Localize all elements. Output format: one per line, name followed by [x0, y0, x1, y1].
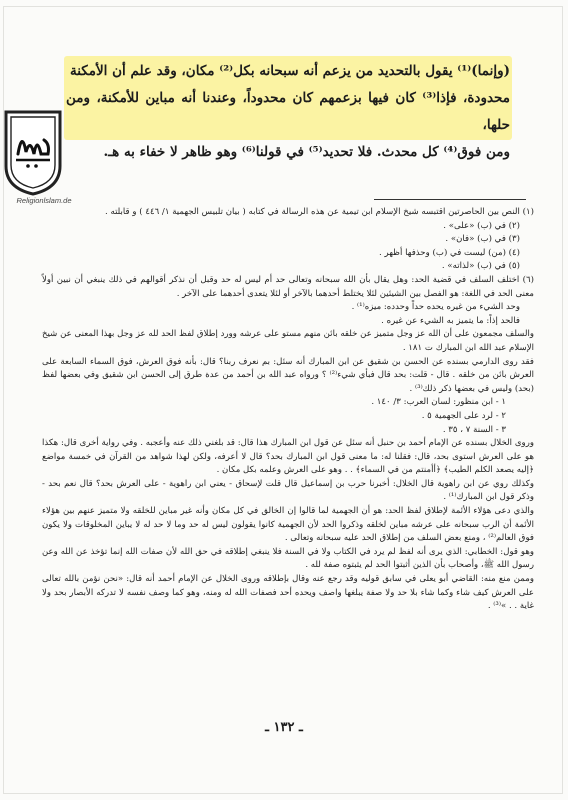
main-line: (وإنما)⁽¹⁾ يقول بالتحديد من يزعم أنه سبحانه بكل⁽²⁾ مكان، وقد علم أن الأمكنة — [69, 63, 510, 79]
footnote-paragraph: (٢) في (ب) «على» . — [443, 220, 520, 231]
footnotes-block — [42, 206, 534, 614]
footnote-paragraph: فقد روى الدارمي بسنده عن الحسن بن شقيق عن ابن المبارك أنه سئل: بم نعرف ربنا؟ قال: بأنه فوق العرش، فوق السماء السابعة على العرش بائن من خلقه . قال - قلت: بحد قال فبأي شيء⁽²⁾ ؟ ورواه عبد الله بن أحمد من عدة طرق إلى الحسن ابن شقيق وفي بعضها لفظ (بحد) وليس في بعضها ذكر ذلك⁽³⁾ . — [42, 356, 534, 394]
footnote-paragraph: وممن منع منه: القاضي أبو يعلى في سابق قوليه وقد رجع عنه وقال بإطلاقه وروى الخلال عن الإمام أحمد أنه قال: «نحن نؤمن بالله تعالى على العرش كيف شاء وكما شاء بلا حد ولا صفة يبلغها واصف ويحده أحد فصفات الله له ومنه، وهو كما وصف نفسه لا تدركه الأبصار بحد ولا غاية . . »⁽³⁾ . — [42, 574, 534, 612]
footnote-paragraph: وكذلك روي عن ابن راهوية قال الخلال: أخبرنا حرب بن إسماعيل قال قلت لإسحاق - يعني ابن راهوية - على العرش بحد؟ قال نعم بحد - وذكر قول ابن المبارك⁽¹⁾ . — [42, 478, 534, 503]
footnote-divider — [374, 199, 526, 200]
footnote-paragraph: وروى الخلال بسنده عن الإمام أحمد بن حنبل أنه سئل عن قول ابن المبارك هذا قال: قد بلغني ذلك عنه وأعجبه . وفي رواية أخرى قال: هكذا هو على العرش استوى بحد، قال: فقلنا له: ما معنى قول ابن المبارك بحد؟ قال لا أعرفه، ولكن لهذا شواهد من القرآن في خمسة مواضع ﴿إليه يصعد الكلم الطيب﴾ ﴿أأمنتم من في السماء﴾ . . وهو على العرش وعلمه بكل مكان . — [42, 438, 534, 476]
main-line: ومن فوق⁽⁴⁾ كل محدث. فلا تحديد⁽⁵⁾ في قولنا⁽⁶⁾ وهو ظاهر لا خفاء به هـ. — [103, 144, 510, 160]
footnote-paragraph: (٣) في (ب) «فان» . — [445, 234, 520, 245]
footnote-paragraph: فالحد إذاً: ما يتميز به الشيء عن غيره . — [381, 315, 520, 326]
page-number: ـ ١٣٢ ـ — [265, 720, 303, 735]
footnote-paragraph: (٥) في (ب) «لذاته» . — [441, 261, 520, 272]
footnote-paragraph: وهو قول: الخطابي: الذي يرى أنه لفظ لم يرد في الكتاب ولا في السنة فلا ينبغي إطلاقه في حق الله لأن صفات الله إنما تؤخذ عن الله وعن رسول الله ﷺ، وأصحاب بأن الذين أثبتوا الحد لم يثبتوه صفة لله . — [42, 546, 534, 571]
religion-islam-logo — [4, 108, 62, 196]
footnote-paragraph: ٢ - لرد على الجهمية ٥ . — [421, 410, 506, 421]
logo-site-text: Religionlslam.de — [16, 196, 72, 205]
footnote-paragraph: والسلف مجمعون على أن الله عز وجل متميز عن خلقه بائن منهم مستو على عرشه وورد إطلاق لفظ الحد لله عز وجل بهذا المعنى عن شيخ الإسلام عبد الله ابن المبارك ت ١٨١ . — [42, 329, 534, 353]
footnote-paragraph: والذي دعى هؤلاء الأئمة لإطلاق لفظ الحد: هو أن الجهمية لما قالوا إن الخالق في كل مكان وأنه غير مباين للخلقه ولا متميز عنهم بين هؤلاء الأئمة أن الرب سبحانه على عرشه مباين لخلقه وذكروا الحد لأن الجهمية كانوا يقولون ليس له حد وما لا حد له لا يباين المخلوقات ولا يكون فوق العالم⁽²⁾ ، ومنع بعض السلف من إطلاق الحد عليه سبحانه وتعالى . — [42, 506, 534, 544]
footnote-paragraph: وحد الشيء من غيره يحده حداً وحدده: ميزه⁽¹⁾ . — [351, 302, 520, 313]
footnote-paragraph: (٤) (من) ليست في (ب) وحذفها أظهر . — [378, 247, 520, 258]
footnote-paragraph: (١) النص بين الحاصرتين اقتبسه شيخ الإسلام ابن تيمية عن هذه الرسالة في كتابه ( بيان تلبيس الجهمية ١/ ٤٤٦ ) و قابلته . — [105, 207, 534, 217]
main-text-block — [66, 58, 510, 166]
main-line: محدودة، فإذا⁽³⁾ كان فيها بزعمهم كان محدوداً، وعندنا أنه مباين للأمكنة، ومن حلها، — [66, 90, 510, 133]
footnote-paragraph: ٣ - السنة ٧ ، ٣٥ . — [442, 424, 506, 435]
footnote-paragraph: (٦) اختلف السلف في قضية الحد: وهل يقال بأن الله سبحانه وتعالى حد أم ليس له حد وقبل أن نذكر أقوالهم في ذلك ينبغي أن نبين أولاً معنى الحد في اللغة: هو الفصل بين الشيئين لئلا يختلط أحدهما بالآخر أو لئلا يتعدى أحدهما على الآخر . — [42, 274, 534, 299]
footnote-paragraph: ١ - ابن منظور: لسان العرب: ٣/ ١٤٠ . — [371, 397, 506, 408]
